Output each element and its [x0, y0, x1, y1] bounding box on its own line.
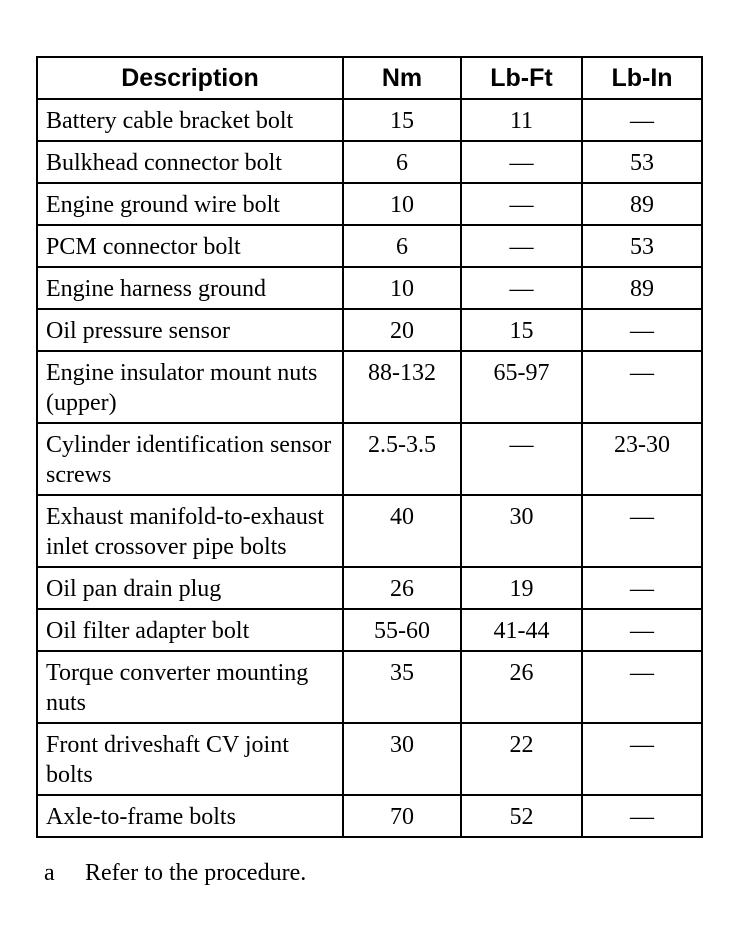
- row-nm: 6: [343, 141, 461, 183]
- row-nm: 10: [343, 267, 461, 309]
- row-lb-in: —: [582, 99, 702, 141]
- table-row: [37, 309, 702, 351]
- row-description: Bulkhead connector bolt: [37, 141, 343, 183]
- table-row: [37, 495, 702, 567]
- row-nm: 88-132: [343, 351, 461, 423]
- row-lb-ft: —: [461, 225, 582, 267]
- row-lb-in: 53: [582, 225, 702, 267]
- row-description: Engine insulator mount nuts (upper): [37, 351, 343, 423]
- row-lb-ft: —: [461, 423, 582, 495]
- row-nm: 26: [343, 567, 461, 609]
- row-lb-in: —: [582, 351, 702, 423]
- row-description: Oil pressure sensor: [37, 309, 343, 351]
- row-description: Battery cable bracket bolt: [37, 99, 343, 141]
- torque-spec-table-container: [36, 56, 701, 838]
- row-lb-in: —: [582, 495, 702, 567]
- row-nm: 70: [343, 795, 461, 837]
- table-row: [37, 351, 702, 423]
- row-nm: 30: [343, 723, 461, 795]
- table-row: [37, 141, 702, 183]
- row-description: Cylinder identification sensor screws: [37, 423, 343, 495]
- column-header-nm: Nm: [343, 57, 461, 99]
- column-header-description: Description: [37, 57, 343, 99]
- row-lb-ft: 22: [461, 723, 582, 795]
- torque-spec-table: [36, 56, 703, 838]
- row-lb-in: —: [582, 609, 702, 651]
- table-row: [37, 99, 702, 141]
- row-nm: 2.5-3.5: [343, 423, 461, 495]
- row-description: Exhaust manifold-to-exhaust inlet crossover pipe bolts: [37, 495, 343, 567]
- row-lb-in: —: [582, 567, 702, 609]
- row-lb-ft: 26: [461, 651, 582, 723]
- row-lb-ft: 52: [461, 795, 582, 837]
- row-description: Front driveshaft CV joint bolts: [37, 723, 343, 795]
- row-nm: 35: [343, 651, 461, 723]
- row-description: PCM connector bolt: [37, 225, 343, 267]
- table-row: [37, 723, 702, 795]
- row-lb-ft: 41-44: [461, 609, 582, 651]
- row-nm: 20: [343, 309, 461, 351]
- column-header-lb-ft: Lb-Ft: [461, 57, 582, 99]
- table-header-row: [37, 57, 702, 99]
- table-row: [37, 795, 702, 837]
- row-lb-ft: —: [461, 183, 582, 225]
- row-nm: 15: [343, 99, 461, 141]
- column-header-lb-in: Lb-In: [582, 57, 702, 99]
- row-nm: 10: [343, 183, 461, 225]
- row-lb-ft: —: [461, 141, 582, 183]
- footnote: [44, 860, 306, 887]
- row-lb-in: —: [582, 795, 702, 837]
- row-lb-ft: 19: [461, 567, 582, 609]
- row-description: Engine harness ground: [37, 267, 343, 309]
- row-lb-ft: 65-97: [461, 351, 582, 423]
- row-description: Engine ground wire bolt: [37, 183, 343, 225]
- table-row: [37, 609, 702, 651]
- row-lb-in: —: [582, 651, 702, 723]
- row-nm: 55-60: [343, 609, 461, 651]
- table-row: [37, 423, 702, 495]
- table-row: [37, 267, 702, 309]
- table-row: [37, 183, 702, 225]
- row-description: Axle-to-frame bolts: [37, 795, 343, 837]
- table-row: [37, 567, 702, 609]
- row-lb-in: 53: [582, 141, 702, 183]
- row-lb-in: 89: [582, 267, 702, 309]
- row-description: Oil pan drain plug: [37, 567, 343, 609]
- row-lb-ft: 15: [461, 309, 582, 351]
- row-description: Oil filter adapter bolt: [37, 609, 343, 651]
- row-nm: 40: [343, 495, 461, 567]
- table-row: [37, 651, 702, 723]
- row-lb-ft: 11: [461, 99, 582, 141]
- table-row: [37, 225, 702, 267]
- row-lb-in: —: [582, 723, 702, 795]
- row-lb-ft: —: [461, 267, 582, 309]
- row-lb-in: 23-30: [582, 423, 702, 495]
- row-description: Torque converter mounting nuts: [37, 651, 343, 723]
- row-lb-in: —: [582, 309, 702, 351]
- footnote-marker: a: [44, 860, 55, 886]
- row-nm: 6: [343, 225, 461, 267]
- footnote-text: Refer to the procedure.: [85, 860, 307, 886]
- row-lb-in: 89: [582, 183, 702, 225]
- row-lb-ft: 30: [461, 495, 582, 567]
